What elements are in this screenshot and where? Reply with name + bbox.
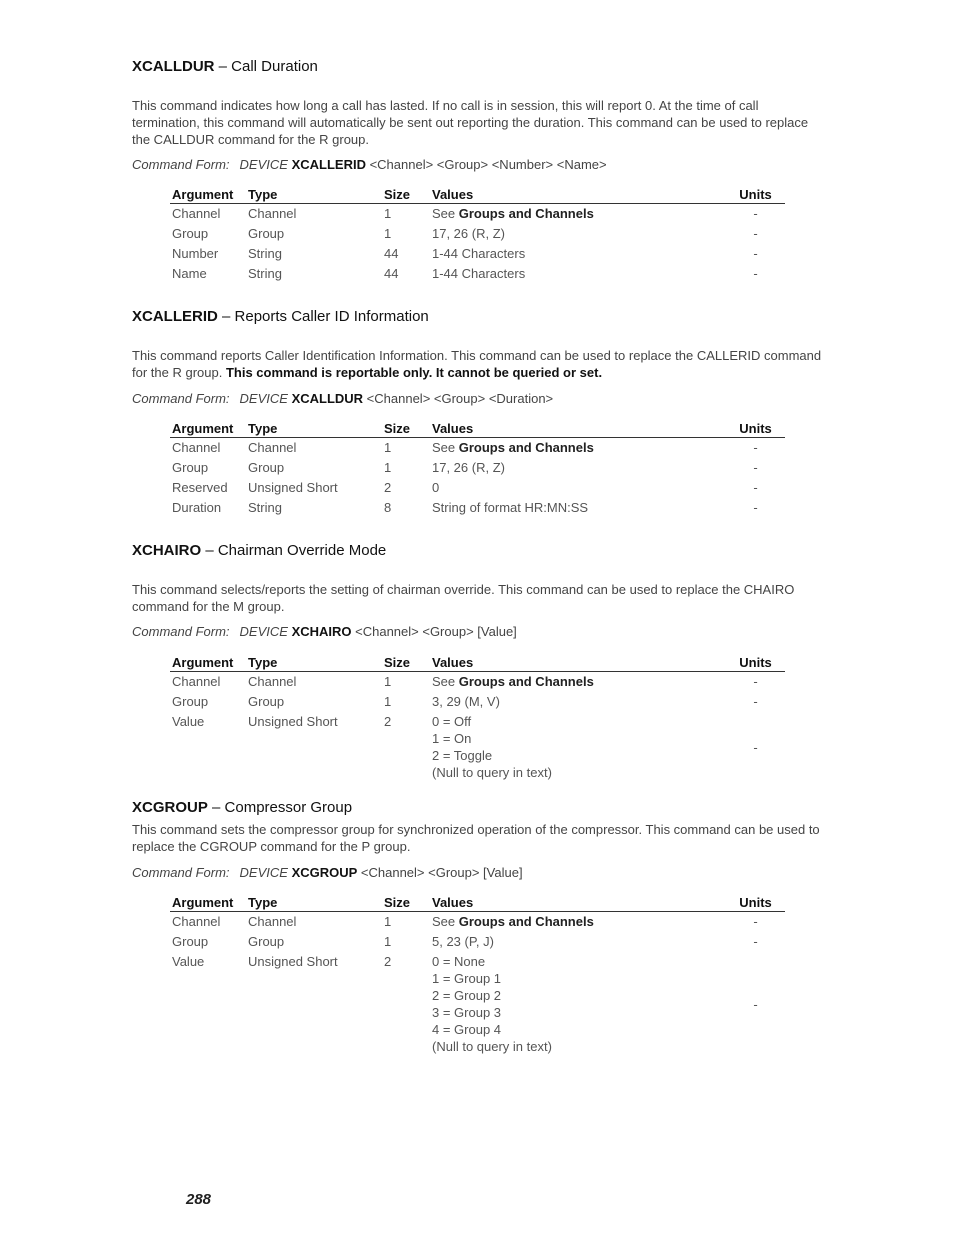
units-cell: - bbox=[753, 266, 758, 281]
size-cell: 1 bbox=[384, 914, 392, 929]
groups-channels-reference: Groups and Channels bbox=[458, 440, 594, 455]
units-cell: - bbox=[753, 996, 758, 1012]
table-row bbox=[170, 672, 785, 693]
arg-cell: Value bbox=[172, 714, 205, 729]
table-row bbox=[170, 264, 785, 284]
type-cell: Group bbox=[248, 460, 285, 475]
values-cell: 1-44 Characters bbox=[432, 266, 526, 281]
header-size: Size bbox=[382, 420, 430, 438]
command-form-name: XCGROUP bbox=[291, 865, 358, 880]
command-form-label: Command Form: bbox=[132, 157, 230, 172]
arg-cell: Name bbox=[172, 266, 207, 281]
size-cell: 1 bbox=[384, 226, 392, 241]
arg-cell: Channel bbox=[172, 206, 221, 221]
value-option: 1 = Group 1 bbox=[432, 971, 502, 986]
argument-table bbox=[170, 894, 785, 1057]
command-name: XCHAIRO bbox=[132, 542, 202, 559]
arg-cell: Group bbox=[172, 694, 209, 709]
type-cell: Group bbox=[248, 934, 285, 949]
values-cell: 3, 29 (M, V) bbox=[432, 694, 500, 709]
values-prefix: See bbox=[432, 674, 459, 689]
description-emphasis: This command is reportable only. It cannot be queried or set. bbox=[225, 365, 603, 380]
section-subtitle: – Call Duration bbox=[214, 58, 318, 75]
values-cell: 17, 26 (R, Z) bbox=[432, 226, 505, 241]
units-cell: - bbox=[753, 934, 758, 949]
section-subtitle: – Chairman Override Mode bbox=[201, 542, 387, 559]
values-prefix: See bbox=[432, 914, 459, 929]
size-cell: 1 bbox=[384, 674, 392, 689]
value-option: 0 = Off bbox=[432, 714, 472, 729]
type-cell: String bbox=[248, 266, 282, 281]
size-cell: 1 bbox=[384, 440, 392, 455]
header-type: Type bbox=[246, 420, 382, 438]
value-option: 1 = On bbox=[432, 731, 472, 746]
arg-cell: Duration bbox=[172, 500, 222, 515]
type-cell: Unsigned Short bbox=[248, 480, 338, 495]
arg-cell: Group bbox=[172, 460, 209, 475]
groups-channels-reference: Groups and Channels bbox=[458, 206, 594, 221]
type-cell: String bbox=[248, 246, 282, 261]
values-cell bbox=[430, 672, 726, 693]
table-row bbox=[170, 478, 785, 498]
description-text: This command indicates how long a call has lasted. If no call is in session, this will report 0. At the time of call termination, this command will automatically be sent out reporting the duration. This command can be used to replace the CALLDUR command for the R group. bbox=[132, 98, 809, 147]
description-text: This command sets the compressor group for synchronized operation of the compressor. This command can be used to replace the CGROUP command for the P group. bbox=[132, 822, 820, 854]
values-cell: 17, 26 (R, Z) bbox=[432, 460, 505, 475]
values-cell bbox=[430, 204, 726, 225]
values-cell: 5, 23 (P, J) bbox=[432, 934, 494, 949]
type-cell: Group bbox=[248, 694, 285, 709]
arg-cell: Group bbox=[172, 934, 209, 949]
arg-cell: Value bbox=[172, 954, 205, 969]
argument-table bbox=[170, 186, 785, 284]
groups-channels-reference: Groups and Channels bbox=[458, 914, 594, 929]
units-cell: - bbox=[753, 674, 758, 689]
header-units: Units bbox=[726, 420, 785, 438]
table-row bbox=[170, 224, 785, 244]
section-description bbox=[132, 97, 822, 148]
table-row bbox=[170, 692, 785, 712]
section-subtitle: – Compressor Group bbox=[207, 799, 353, 816]
values-cell bbox=[430, 952, 726, 1057]
command-form-label: Command Form: bbox=[132, 391, 230, 406]
command-form bbox=[132, 391, 553, 406]
device-label: DEVICE bbox=[239, 865, 288, 880]
header-type: Type bbox=[246, 186, 382, 204]
units-cell: - bbox=[753, 914, 758, 929]
argument-table bbox=[170, 654, 785, 783]
header-argument: Argument bbox=[170, 654, 246, 672]
size-cell: 1 bbox=[384, 694, 392, 709]
table-row bbox=[170, 458, 785, 478]
description-text: This command reports Caller Identification Information. This command can be used to replace the CALLERID command for the R group. bbox=[132, 348, 822, 380]
groups-channels-reference: Groups and Channels bbox=[458, 674, 594, 689]
command-form-label: Command Form: bbox=[132, 865, 230, 880]
type-cell: Channel bbox=[248, 914, 297, 929]
value-option: 2 = Toggle bbox=[432, 748, 493, 763]
size-cell: 1 bbox=[384, 460, 392, 475]
value-option: 2 = Group 2 bbox=[432, 988, 502, 1003]
units-cell: - bbox=[753, 460, 758, 475]
table-row bbox=[170, 952, 785, 1057]
header-units: Units bbox=[726, 894, 785, 912]
type-cell: Group bbox=[248, 226, 285, 241]
units-cell: - bbox=[753, 206, 758, 221]
arg-cell: Channel bbox=[172, 674, 221, 689]
type-cell: Channel bbox=[248, 440, 297, 455]
units-cell: - bbox=[753, 226, 758, 241]
type-cell: Channel bbox=[248, 674, 297, 689]
header-argument: Argument bbox=[170, 420, 246, 438]
section-title-xcalldur bbox=[132, 58, 318, 75]
arg-cell: Channel bbox=[172, 914, 221, 929]
values-prefix: See bbox=[432, 206, 459, 221]
device-label: DEVICE bbox=[239, 157, 288, 172]
command-form-name: XCHAIRO bbox=[291, 624, 352, 639]
section-description bbox=[132, 347, 822, 381]
value-option: 3 = Group 3 bbox=[432, 1005, 502, 1020]
header-units: Units bbox=[726, 654, 785, 672]
arg-cell: Reserved bbox=[172, 480, 228, 495]
page-number: 288 bbox=[186, 1191, 212, 1208]
header-argument: Argument bbox=[170, 894, 246, 912]
values-cell: String of format HR:MN:SS bbox=[432, 500, 589, 515]
size-cell: 1 bbox=[384, 206, 392, 221]
table-row bbox=[170, 712, 785, 783]
values-cell bbox=[430, 438, 726, 459]
command-name: XCGROUP bbox=[132, 799, 208, 816]
command-form-args: <Channel> <Group> <Duration> bbox=[363, 391, 554, 406]
section-description bbox=[132, 821, 822, 855]
type-cell: String bbox=[248, 500, 282, 515]
section-title-xcgroup bbox=[132, 799, 352, 816]
values-cell: 0 bbox=[432, 480, 440, 495]
size-cell: 8 bbox=[384, 500, 392, 515]
value-option: 0 = None bbox=[432, 954, 486, 969]
type-cell: Unsigned Short bbox=[248, 714, 338, 729]
description-text: This command selects/reports the setting of chairman override. This command can be used to replace the CHAIRO command for the M group. bbox=[132, 582, 795, 614]
size-cell: 2 bbox=[384, 480, 392, 495]
value-option: (Null to query in text) bbox=[432, 1039, 552, 1054]
device-label: DEVICE bbox=[239, 624, 288, 639]
arg-cell: Channel bbox=[172, 440, 221, 455]
header-size: Size bbox=[382, 186, 430, 204]
header-values: Values bbox=[430, 186, 726, 204]
header-values: Values bbox=[430, 894, 726, 912]
size-cell: 1 bbox=[384, 934, 392, 949]
header-type: Type bbox=[246, 894, 382, 912]
table-row bbox=[170, 932, 785, 952]
values-prefix: See bbox=[432, 440, 459, 455]
values-cell: 1-44 Characters bbox=[432, 246, 526, 261]
header-values: Values bbox=[430, 420, 726, 438]
table-row bbox=[170, 244, 785, 264]
type-cell: Unsigned Short bbox=[248, 954, 338, 969]
command-name: XCALLERID bbox=[132, 308, 218, 325]
units-cell: - bbox=[753, 246, 758, 261]
argument-table bbox=[170, 420, 785, 518]
units-cell: - bbox=[753, 739, 758, 755]
size-cell: 44 bbox=[384, 266, 399, 281]
command-form-label: Command Form: bbox=[132, 624, 230, 639]
command-form bbox=[132, 157, 607, 172]
value-option: 4 = Group 4 bbox=[432, 1022, 502, 1037]
command-form-name: XCALLERID bbox=[291, 157, 366, 172]
size-cell: 2 bbox=[384, 954, 392, 969]
table-row bbox=[170, 498, 785, 518]
units-cell: - bbox=[753, 480, 758, 495]
command-form-args: <Channel> <Group> [Value] bbox=[351, 624, 517, 639]
device-label: DEVICE bbox=[239, 391, 288, 406]
header-units: Units bbox=[726, 186, 785, 204]
type-cell: Channel bbox=[248, 206, 297, 221]
value-option: (Null to query in text) bbox=[432, 765, 552, 780]
table-row bbox=[170, 438, 785, 459]
values-cell bbox=[430, 912, 726, 933]
command-form bbox=[132, 865, 523, 880]
command-form bbox=[132, 624, 517, 639]
arg-cell: Number bbox=[172, 246, 219, 261]
command-name: XCALLDUR bbox=[132, 58, 215, 75]
section-subtitle: – Reports Caller ID Information bbox=[217, 308, 429, 325]
command-form-name: XCALLDUR bbox=[291, 391, 364, 406]
section-title-xcallerid bbox=[132, 308, 429, 325]
section-description bbox=[132, 581, 822, 615]
header-size: Size bbox=[382, 894, 430, 912]
arg-cell: Group bbox=[172, 226, 209, 241]
units-cell: - bbox=[753, 694, 758, 709]
header-values: Values bbox=[430, 654, 726, 672]
header-argument: Argument bbox=[170, 186, 246, 204]
units-cell: - bbox=[753, 500, 758, 515]
units-cell: - bbox=[753, 440, 758, 455]
command-form-args: <Channel> <Group> <Number> <Name> bbox=[365, 157, 607, 172]
size-cell: 2 bbox=[384, 714, 392, 729]
section-title-xchairo bbox=[132, 542, 386, 559]
table-row bbox=[170, 204, 785, 225]
header-size: Size bbox=[382, 654, 430, 672]
values-cell bbox=[430, 712, 726, 783]
command-form-args: <Channel> <Group> [Value] bbox=[357, 865, 523, 880]
size-cell: 44 bbox=[384, 246, 399, 261]
header-type: Type bbox=[246, 654, 382, 672]
table-row bbox=[170, 912, 785, 933]
